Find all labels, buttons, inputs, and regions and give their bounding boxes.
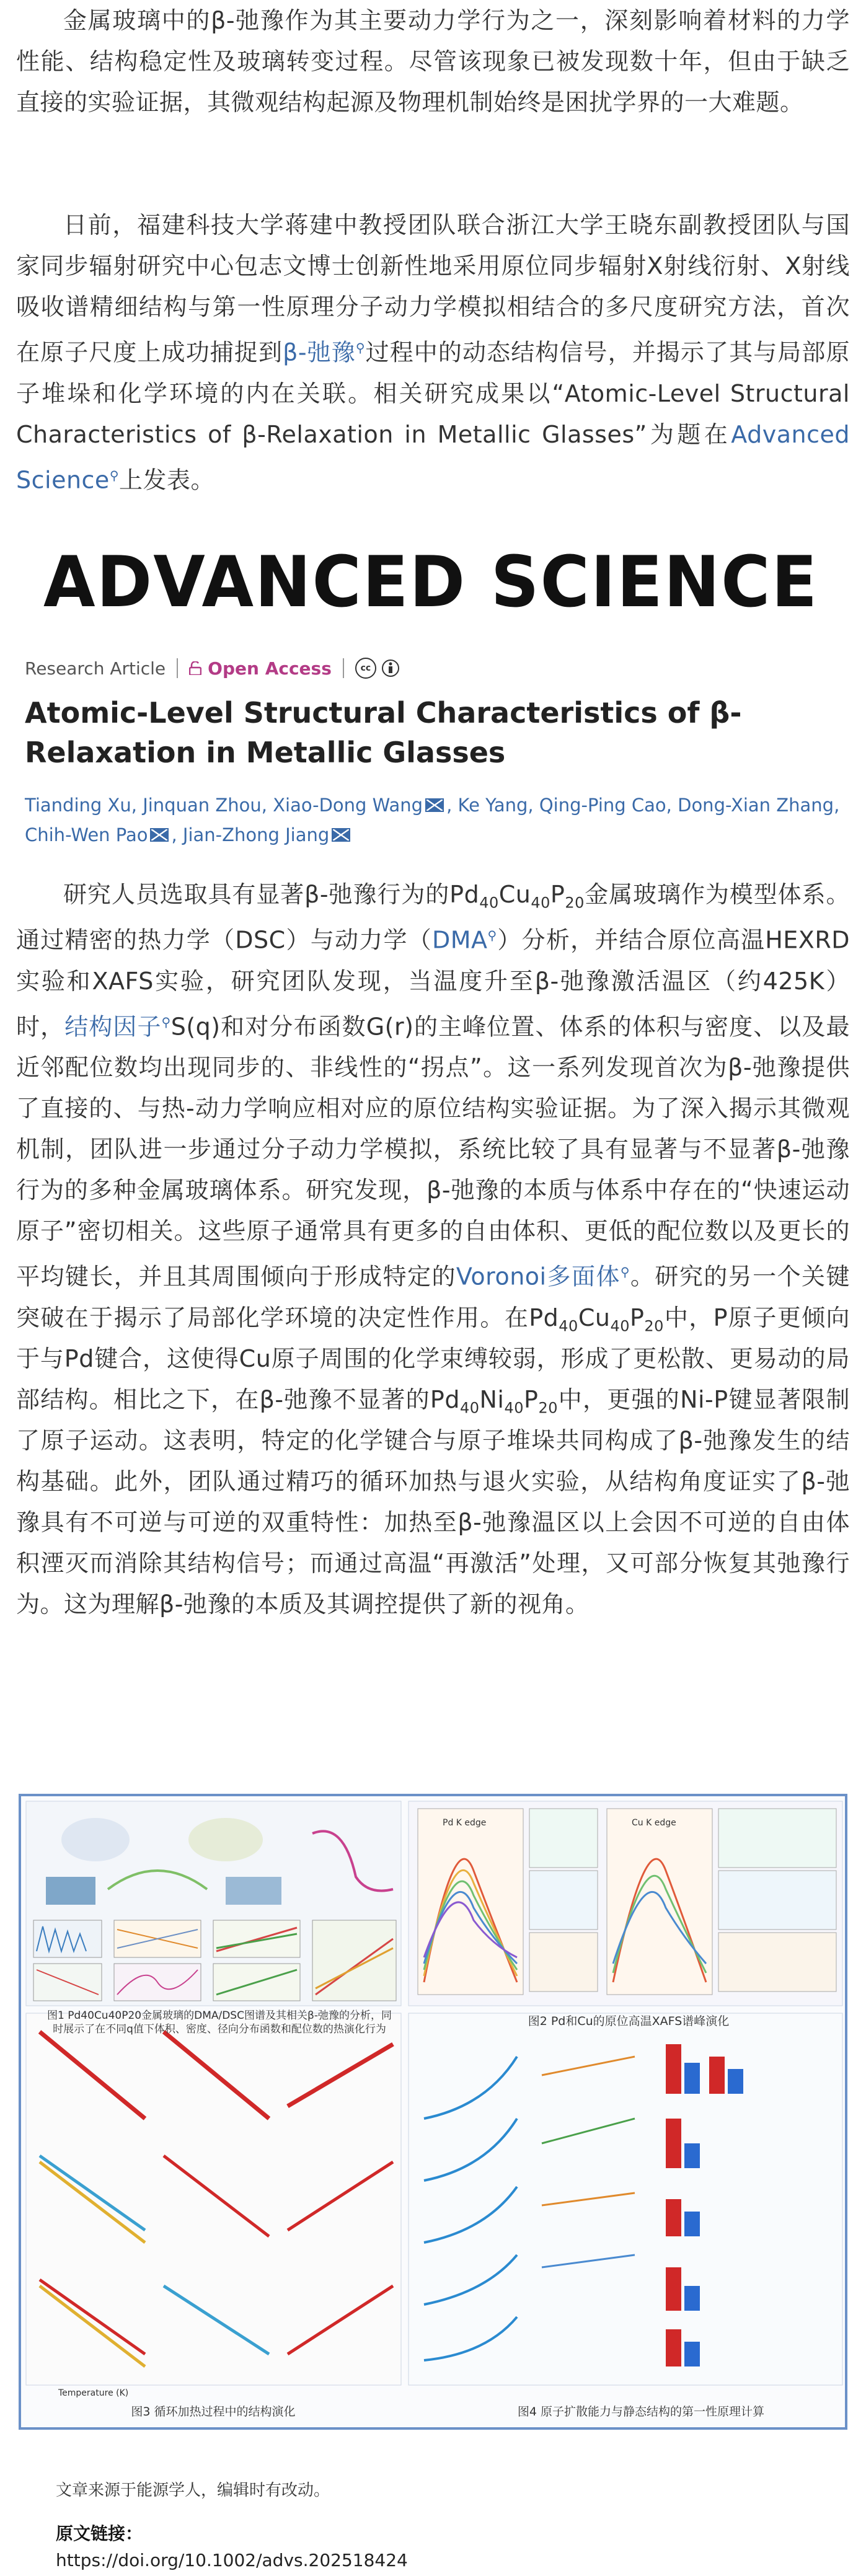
search-icon: ⚲: [487, 928, 497, 943]
news-paragraph: [16, 205, 850, 500]
doi-link[interactable]: https://doi.org/10.1002/advs.202518424: [56, 2550, 408, 2570]
news-text-c: 上发表。: [118, 466, 214, 494]
author-name[interactable]: Xiao-Dong Wang: [273, 795, 423, 816]
article-type: Research Article: [25, 658, 166, 679]
dma-link[interactable]: DMA: [431, 926, 488, 954]
figure-caption-2: 图2 Pd和Cu的原位高温XAFS谱峰演化: [528, 2014, 730, 2028]
author-name[interactable]: Ke Yang: [457, 795, 528, 816]
composite-figure: [19, 1794, 847, 2430]
subscript: 40: [559, 1317, 578, 1335]
subscript: 40: [459, 1399, 480, 1417]
open-access-label: Open Access: [208, 658, 332, 679]
subscript: 20: [565, 894, 585, 912]
element-symbol: P: [629, 1303, 645, 1331]
research-text-2: 金属玻璃作为模型体系。通过精密的热力学（DSC）与动力学（: [16, 881, 850, 954]
divider: [177, 658, 178, 678]
article-title: Atomic-Level Structural Characteristics of β-Relaxation in Metallic Glasses: [25, 696, 742, 769]
element-symbol: P: [524, 1385, 539, 1413]
research-text-6: 中，P原子更倾向于与Pd键合，这使得Cu原子周围的化学束缚较弱，形成了更松散、更易动的局部结构。相比之下，在β-弛豫不显著的Pd: [16, 1303, 850, 1413]
intro-paragraph: 金属玻璃中的β-弛豫作为其主要动力学行为之一，深刻影响着材料的力学性能、结构稳定性及玻璃转变过程。尽管该现象已被发现数十年，但由于缺乏直接的实验证据，其微观结构起源及物理机制始终是困扰学界的一大难题。: [16, 7, 850, 116]
author-name[interactable]: Qing-Ping Cao: [539, 795, 666, 816]
research-text-4: S(q)和对分布函数G(r)的主峰位置、体系的体积与密度、以及最近邻配位数均出现同步的、非线性的“拐点”。这一系列发现首次为β-弛豫提供了直接的、与热-动力学响应相对应的原位结构实验证据。为了深入揭示其微观机制，团队进一步通过分子动力学模拟，系统比较了具有显著与不显著β-弛豫行为的多种金属玻璃体系。研究发现，β-弛豫的本质与体系中存在的“快速运动原子”密切相关。这些原子通常具有更多的自由体积、更低的配位数以及更长的平均键长，并且其周围倾向于形成特定的: [16, 1013, 850, 1290]
article-meta: [25, 656, 400, 681]
divider: [343, 658, 344, 678]
research-text-1: 研究人员选取具有显著β-弛豫行为的Pd: [63, 881, 480, 908]
unlock-icon: [189, 661, 201, 675]
element-symbol: Cu: [498, 881, 531, 908]
search-icon: ⚲: [355, 340, 366, 355]
element-symbol: Ni: [479, 1385, 505, 1413]
author-name[interactable]: Chih-Wen Pao: [25, 824, 148, 845]
journal-logo: ADVANCED SCIENCE: [43, 541, 819, 624]
research-text-7: 中，更强的Ni-P键显著限制了原子运动。这表明，特定的化学键合与原子堆垛共同构成了β-弛豫发生的结构基础。此外，团队通过精巧的循环加热与退火实验，从结构角度证实了β-弛豫具有不可逆与可逆的双重特性：加热至β-弛豫温区以上会因不可逆的自由体积湮灭而消除其结构信号；而通过高温“再激活”处理，又可部分恢复其弛豫行为。这为理解β-弛豫的本质及其调控提供了新的视角。: [16, 1385, 850, 1618]
advanced-science-link[interactable]: Advanced Science: [16, 420, 850, 494]
subscript: 20: [538, 1399, 558, 1417]
figure-caption-4: 图4 原子扩散能力与静态结构的第一性原理计算: [517, 2405, 765, 2419]
search-icon: ⚲: [161, 1014, 171, 1030]
author-name[interactable]: Tianding Xu: [25, 795, 131, 816]
axis-label: Pd K edge: [443, 1818, 487, 1828]
figure-caption-3: 图3 循环加热过程中的结构演化: [131, 2405, 296, 2419]
research-paragraph: [16, 874, 850, 1625]
element-symbol: Cu: [578, 1303, 611, 1331]
axis-label: Cu K edge: [632, 1818, 676, 1828]
original-link-label: 原文链接：: [56, 2523, 143, 2544]
author-list: Tianding Xu, Jinquan Zhou, Xiao-Dong Wang , Ke Yang, Qing-Ping Cao, Dong-Xian Zhang, Chih-Wen Pao , Jian-Zhong Jiang: [25, 795, 840, 845]
research-text-5: 。研究的另一个关键突破在于揭示了局部化学环境的决定性作用。在Pd: [16, 1263, 850, 1331]
author-name[interactable]: Jinquan Zhou: [143, 795, 262, 816]
open-access-badge: [189, 658, 332, 679]
creative-commons-icon: cc: [355, 658, 376, 679]
subscript: 40: [479, 894, 499, 912]
news-text-b: 过程中的动态结构信号，并揭示了其与局部原子堆垛和化学环境的内在关联。相关研究成果以“Atomic-Level Structural Characteristics of β-Relaxation in Metallic Glasses”为题在: [16, 338, 850, 448]
research-text-3: ）分析，并结合原位高温HEXRD实验和XAFS实验，研究团队发现，当温度升至β-弛豫激活温区（约425K）时，: [16, 926, 850, 1041]
structure-factor-link[interactable]: 结构因子: [64, 1013, 162, 1041]
beta-relaxation-link[interactable]: β-弛豫: [283, 338, 356, 366]
attribution-icon: [381, 659, 400, 677]
subscript: 40: [531, 894, 550, 912]
figure-caption-1: 图1 Pd40Cu40P20金属玻璃的DMA/DSC图谱及其相关β-弛豫的分析，同时展示了在不同q值下体积、密度、径向分布函数和配位数的热演化行为: [47, 2009, 392, 2036]
subscript: 40: [610, 1317, 630, 1335]
subscript: 20: [644, 1317, 664, 1335]
author-name[interactable]: Jian-Zhong Jiang: [182, 824, 330, 845]
voronoi-link[interactable]: Voronoi多面体: [456, 1263, 621, 1290]
source-note: 文章来源于能源学人，编辑时有改动。: [56, 2481, 330, 2500]
figure-graphics: [21, 1796, 845, 2427]
axis-label: Temperature (K): [58, 2388, 129, 2398]
author-name[interactable]: Dong-Xian Zhang: [678, 795, 834, 816]
subscript: 40: [504, 1399, 524, 1417]
email-icon[interactable]: [332, 828, 350, 842]
search-icon: ⚲: [109, 467, 119, 483]
email-icon[interactable]: [150, 828, 169, 842]
news-text-a: 日前，福建科技大学蒋建中教授团队联合浙江大学王晓东副教授团队与国家同步辐射研究中心包志文博士创新性地采用原位同步辐射X射线衍射、X射线吸收谱精细结构与第一性原理分子动力学模拟相结合的多尺度研究方法，首次在原子尺度上成功捕捉到: [16, 211, 850, 366]
search-icon: ⚲: [620, 1264, 630, 1280]
element-symbol: P: [550, 881, 565, 908]
email-icon[interactable]: [425, 798, 444, 812]
